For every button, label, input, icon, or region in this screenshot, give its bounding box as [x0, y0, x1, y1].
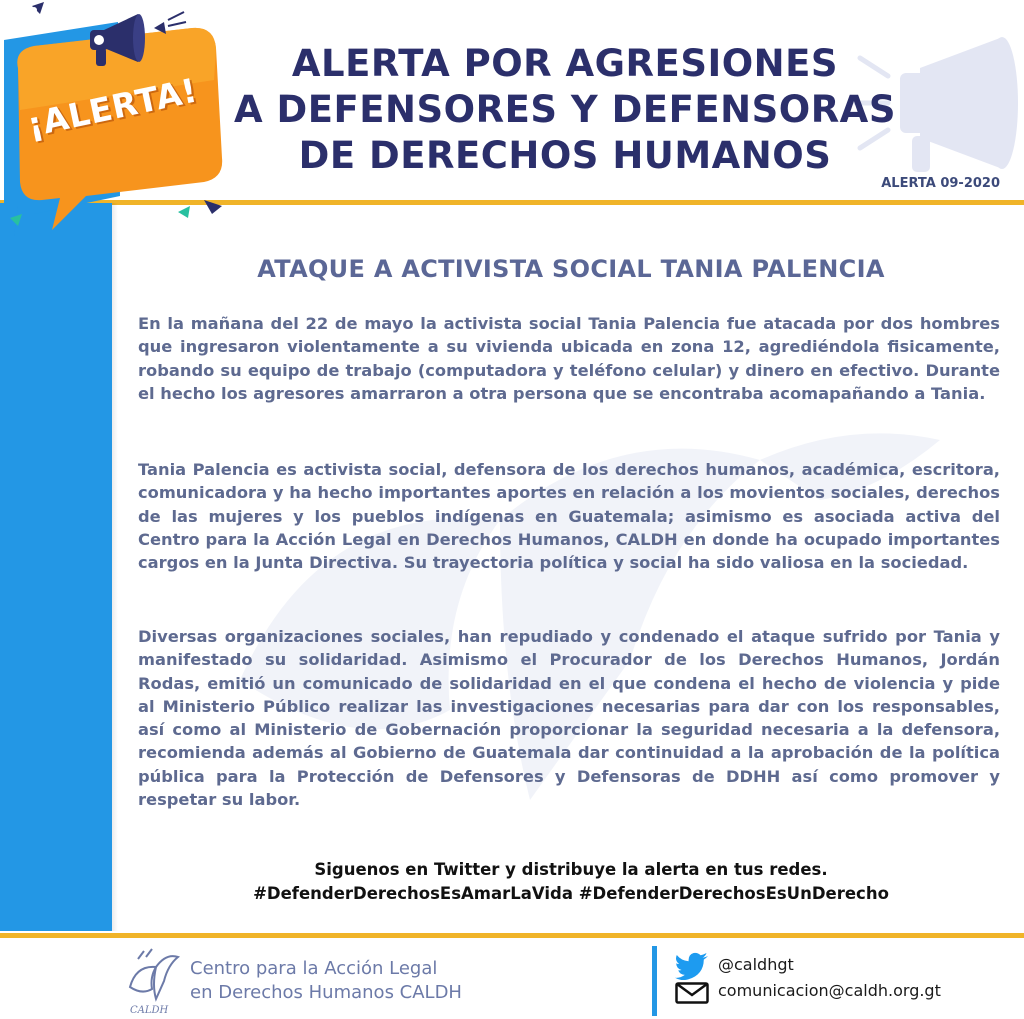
title-line-2: A DEFENSORES Y DEFENSORAS: [234, 88, 896, 131]
twitter-handle[interactable]: @caldhgt: [718, 955, 794, 974]
twitter-bird-icon[interactable]: [675, 952, 709, 980]
article-paragraph-3: Diversas organizaciones sociales, han repudiado y condenado el ataque sufrido por Tania y manifestado su solidaridad. Asimismo el Procurador de los Derechos Humanos, Jordán Rodas, emitió un comunicado de solidaridad en el que condena el hecho de violencia y pide al Ministerio Público realizar las investigaciones necesarias para dar con los responsables, así como al Ministerio de Gobernación proporcionar la seguridad necesaria a la defensora, recomienda además al Gobierno de Guatemala dar continuidad a la aprobación de la política pública para la Protección de Defensores y Defensoras de DDHH así como promover y respetar su labor.: [138, 627, 1000, 810]
footer-vertical-divider: [652, 946, 657, 1016]
title-line-3: DE DERECHOS HUMANOS: [298, 134, 832, 177]
title-line-1: ALERTA POR AGRESIONES: [291, 42, 839, 85]
side-accent-bar: [0, 203, 112, 931]
org-name-line-2: en Derechos Humanos CALDH: [190, 982, 462, 1003]
alert-badge: [0, 0, 240, 240]
badge-text: ¡ALERTA!: [23, 70, 201, 145]
side-accent-shadow: [112, 203, 118, 931]
article-paragraph-2: Tania Palencia es activista social, defensora de los derechos humanos, académica, escritora, comunicadora y ha hecho importantes aportes en relación a los movientos sociales, derechos de las mujeres y los pueblos indígenas en Guatemala; asimismo es asociada activa del Centro para la Acción Legal en Derechos Humanos, CALDH en donde ha ocupado importantes cargos en la Junta Directiva. Su trayectoria política y social ha sido valiosa en la sociedad.: [138, 460, 1000, 573]
logo-text: CALDH: [130, 1005, 169, 1016]
alert-code: ALERTA 09-2020: [881, 176, 1000, 191]
dove-logo-icon: [122, 947, 182, 1017]
footer: [0, 941, 1024, 1019]
envelope-icon: [675, 982, 709, 1004]
article-paragraph-1: En la mañana del 22 de mayo la activista social Tania Palencia fue atacada por dos hombres que ingresaron violentamente a su vivienda ubicada en zona 12, agrediéndola fisicamente, robando su equipo de trabajo (computadora y teléfono celular) y dinero en efectivo. Durante el hecho los agresores amarraron a otra persona que se encontraba acomapañando a Tania.: [138, 314, 1000, 403]
article-headline: ATAQUE A ACTIVISTA SOCIAL TANIA PALENCIA: [257, 255, 885, 283]
cta-hashtags: #DefenderDerechosEsAmarLaVida #DefenderDerechosEsUnDerecho: [253, 884, 889, 903]
contact-email[interactable]: comunicacion@caldh.org.gt: [718, 981, 941, 1000]
footer-divider: [0, 933, 1024, 938]
cta-follow-text: Siguenos en Twitter y distribuye la alerta en tus redes.: [314, 860, 828, 879]
org-name-line-1: Centro para la Acción Legal: [190, 958, 438, 979]
